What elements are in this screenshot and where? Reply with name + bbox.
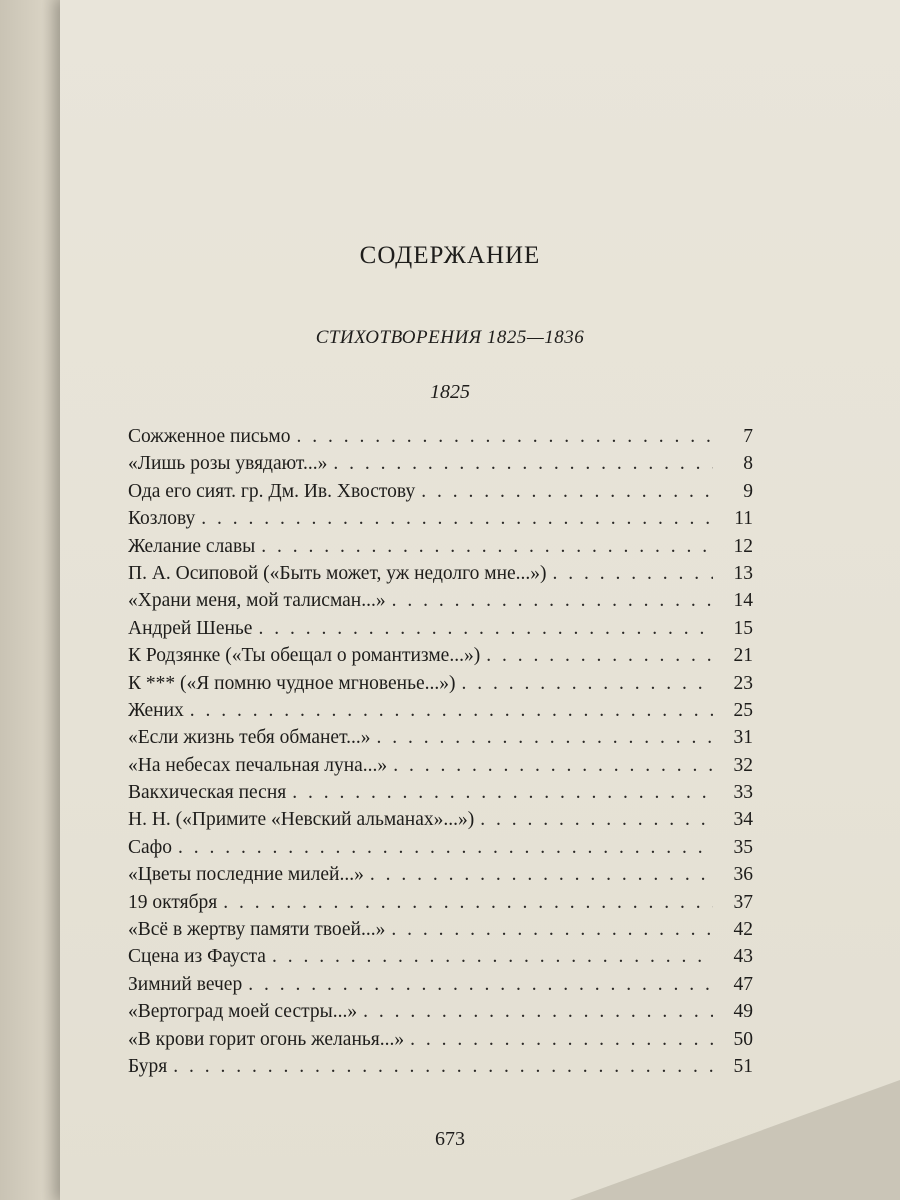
toc-entry: [128, 837, 753, 864]
toc-entry-page: 37: [733, 891, 753, 913]
toc-entry-page: 12: [733, 535, 753, 557]
toc-entry-page: 9: [743, 480, 753, 502]
toc-leader-dots: [357, 1001, 713, 1023]
toc-entry-page: 8: [743, 453, 753, 475]
toc-leader-dots: [242, 974, 713, 996]
toc-entry-title: «Цветы последние милей...»: [128, 864, 364, 886]
section-title: СТИХОТВОРЕНИЯ 1825—1836: [315, 327, 585, 348]
toc-entry: [128, 946, 753, 973]
toc-entry-page: 51: [733, 1055, 753, 1077]
year-heading: 1825: [430, 381, 470, 403]
toc-entry: [128, 892, 753, 919]
toc-leader-dots: [480, 645, 713, 667]
toc-leader-dots: [184, 700, 713, 722]
toc-leader-dots: [167, 1056, 713, 1078]
toc-entry-title: Зимний вечер: [128, 973, 243, 995]
toc-entry-title: «В крови горит огонь желанья...»: [128, 1028, 405, 1050]
toc-leader-dots: [327, 453, 713, 475]
toc-leader-dots: [266, 946, 713, 968]
toc-entry-page: 43: [733, 946, 753, 968]
toc-entry: [128, 1001, 753, 1028]
toc-entry-title: «Всё в жертву памяти твоей...»: [128, 919, 386, 941]
toc-entry-title: 19 октября: [128, 891, 218, 913]
toc-entry: [128, 536, 753, 563]
toc-leader-dots: [387, 755, 713, 777]
toc-entry-title: Жених: [128, 699, 184, 721]
toc-entry-title: «Вертоград моей сестры...»: [128, 1001, 358, 1023]
toc-entry: [128, 974, 753, 1001]
toc-entry-title: Желание славы: [128, 535, 256, 557]
toc-leader-dots: [456, 673, 714, 695]
toc-entry: [128, 508, 753, 535]
toc-leader-dots: [474, 809, 713, 831]
toc-entry: [128, 1056, 753, 1083]
toc-leader-dots: [415, 481, 713, 503]
toc-entry-page: 21: [733, 645, 753, 667]
toc-entry: [128, 1029, 753, 1056]
toc-entry: [128, 618, 753, 645]
toc-entry-page: 7: [743, 426, 753, 447]
toc-leader-dots: [364, 864, 713, 886]
toc-entry-page: 13: [733, 562, 753, 584]
toc-entry: [128, 563, 753, 590]
toc-leader-dots: [217, 892, 713, 914]
toc-entry: [128, 727, 753, 754]
toc-entry: [128, 755, 753, 782]
toc-entry-title: Сцена из Фауста: [128, 946, 266, 968]
toc-entry-page: 36: [733, 864, 753, 886]
toc-entry-title: «Лишь розы увядают...»: [128, 453, 328, 475]
toc-entry-title: Н. Н. («Примите «Невский альманах»...»): [128, 809, 475, 831]
toc-leader-dots: [291, 426, 713, 448]
toc-entry-title: Андрей Шенье: [128, 617, 253, 639]
toc-leader-dots: [371, 727, 714, 749]
toc-entry: [128, 426, 753, 453]
toc-entry-title: «На небесах печальная луна...»: [128, 754, 388, 776]
toc-entry: [128, 919, 753, 946]
toc-entry-page: 32: [733, 754, 753, 776]
toc-entry: [128, 453, 753, 480]
toc-entry-title: П. А. Осиповой («Быть может, уж недолго мне...»): [128, 562, 547, 584]
toc-entry: [128, 481, 753, 508]
page-number: 673: [435, 1128, 465, 1150]
toc-entry-page: 42: [733, 919, 753, 941]
toc-entry-title: Буря: [128, 1055, 168, 1077]
toc-leader-dots: [386, 590, 713, 612]
toc-entry-title: Ода его сият. гр. Дм. Ив. Хвостову: [128, 480, 416, 502]
toc-entry-title: «Если жизнь тебя обманет...»: [128, 727, 371, 749]
toc-leader-dots: [385, 919, 713, 941]
toc-entry-title: «Храни меня, мой талисман...»: [128, 590, 386, 612]
toc-entry-title: Вакхическая песня: [128, 782, 287, 804]
toc-leader-dots: [252, 618, 713, 640]
toc-leader-dots: [195, 508, 713, 530]
toc-entry-page: 50: [733, 1028, 753, 1050]
toc-entry: [128, 645, 753, 672]
toc-entry-page: 31: [733, 727, 753, 749]
toc-entry-page: 34: [733, 809, 753, 831]
table-of-contents: [128, 426, 753, 1083]
toc-entry-title: Сафо: [128, 836, 173, 858]
toc-entry: [128, 864, 753, 891]
toc-entry-page: 35: [733, 836, 753, 858]
toc-entry-title: К *** («Я помню чудное мгновенье...»): [128, 672, 456, 694]
toc-leader-dots: [404, 1029, 713, 1051]
toc-entry-page: 14: [733, 590, 753, 612]
toc-entry-page: 49: [733, 1001, 753, 1023]
toc-entry-page: 15: [733, 617, 753, 639]
toc-leader-dots: [255, 536, 713, 558]
page-title: СОДЕРЖАНИЕ: [359, 242, 541, 269]
toc-entry-page: 11: [734, 508, 753, 530]
toc-entry: [128, 700, 753, 727]
toc-entry: [128, 809, 753, 836]
toc-leader-dots: [172, 837, 713, 859]
toc-leader-dots: [286, 782, 713, 804]
toc-entry: [128, 673, 753, 700]
toc-entry-title: К Родзянке («Ты обещал о романтизме...»): [128, 645, 481, 667]
toc-entry-page: 23: [733, 672, 753, 694]
toc-entry-page: 33: [733, 782, 753, 804]
toc-entry: [128, 782, 753, 809]
toc-entry-title: Сожженное письмо: [128, 426, 291, 447]
toc-entry-page: 47: [733, 973, 753, 995]
toc-entry-title: Козлову: [128, 508, 196, 530]
toc-entry-page: 25: [733, 699, 753, 721]
toc-leader-dots: [547, 563, 713, 585]
toc-entry: [128, 590, 753, 617]
